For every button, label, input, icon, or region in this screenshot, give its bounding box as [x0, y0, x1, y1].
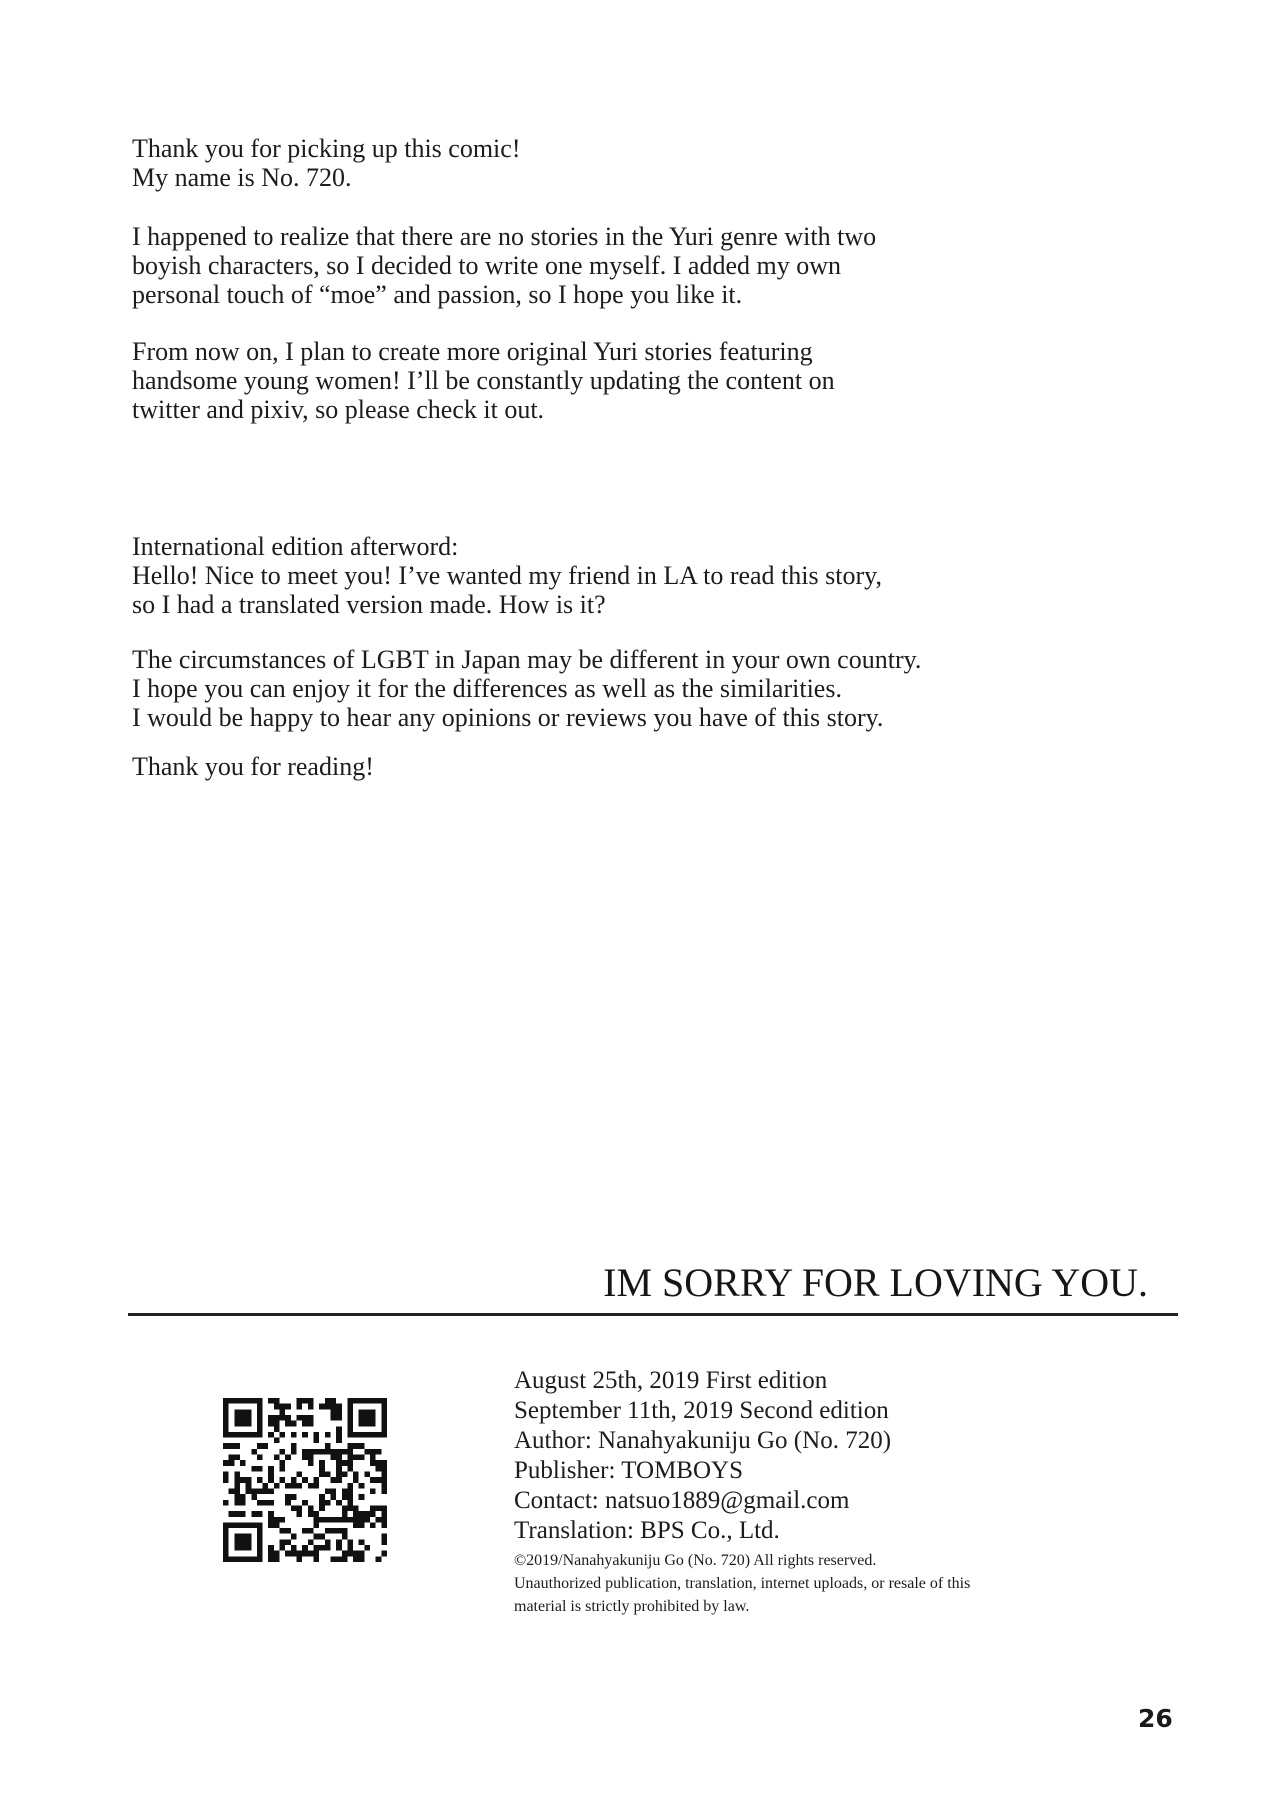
copyright-line: ©2019/Nanahyakuniju Go (No. 720) All rights reserved. — [514, 1552, 877, 1569]
colophon-line-author: Author: Nanahyakuniju Go (No. 720) — [514, 1427, 892, 1454]
text-line: The circumstances of LGBT in Japan may be different in your own country. — [132, 645, 922, 674]
text-line: personal touch of “moe” and passion, so I hope you like it. — [132, 280, 743, 309]
text-line: Hello! Nice to meet you! I’ve wanted my friend in LA to read this story, — [132, 561, 882, 590]
copyright-line: material is strictly prohibited by law. — [514, 1598, 750, 1615]
colophon-line-contact: Contact: natsuo1889@gmail.com — [514, 1487, 850, 1514]
colophon-line-translation: Translation: BPS Co., Ltd. — [514, 1517, 780, 1544]
colophon — [514, 1366, 1134, 1618]
text-line: Thank you for reading! — [132, 752, 374, 781]
text-line: handsome young women! I’ll be constantly updating the content on — [132, 366, 835, 395]
colophon-line-second-edition: September 11th, 2019 Second edition — [514, 1397, 889, 1424]
qr-code — [223, 1398, 387, 1562]
book-title: IM SORRY FOR LOVING YOU. — [603, 1260, 1148, 1305]
text-line: I happened to realize that there are no stories in the Yuri genre with two — [132, 222, 877, 251]
text-line: I would be happy to hear any opinions or reviews you have of this story. — [132, 703, 884, 732]
paragraph-greeting — [132, 134, 892, 192]
colophon-line-publisher: Publisher: TOMBOYS — [514, 1457, 743, 1484]
paragraph-future-plans — [132, 337, 892, 424]
text-line: International edition afterword: — [132, 532, 459, 561]
text-line: Thank you for picking up this comic! — [132, 134, 521, 163]
text-line: My name is No. 720. — [132, 163, 352, 192]
title-rule — [128, 1313, 1178, 1316]
colophon-line-first-edition: August 25th, 2019 First edition — [514, 1367, 828, 1394]
text-line: boyish characters, so I decided to write one myself. I added my own — [132, 251, 842, 280]
text-line: From now on, I plan to create more original Yuri stories featuring — [132, 337, 813, 366]
paragraph-thanks — [132, 752, 892, 781]
paragraph-international-afterword — [132, 532, 892, 619]
afterword-text — [132, 134, 922, 781]
text-line: twitter and pixiv, so please check it out. — [132, 395, 545, 424]
copyright-notice — [514, 1549, 1134, 1618]
text-line: so I had a translated version made. How is it? — [132, 590, 606, 619]
copyright-line: Unauthorized publication, translation, internet uploads, or resale of this — [514, 1575, 971, 1592]
page-number: 26 — [1138, 1704, 1173, 1733]
paragraph-motivation — [132, 222, 892, 309]
paragraph-lgbt-circumstances — [132, 645, 922, 732]
text-line: I hope you can enjoy it for the differences as well as the similarities. — [132, 674, 842, 703]
